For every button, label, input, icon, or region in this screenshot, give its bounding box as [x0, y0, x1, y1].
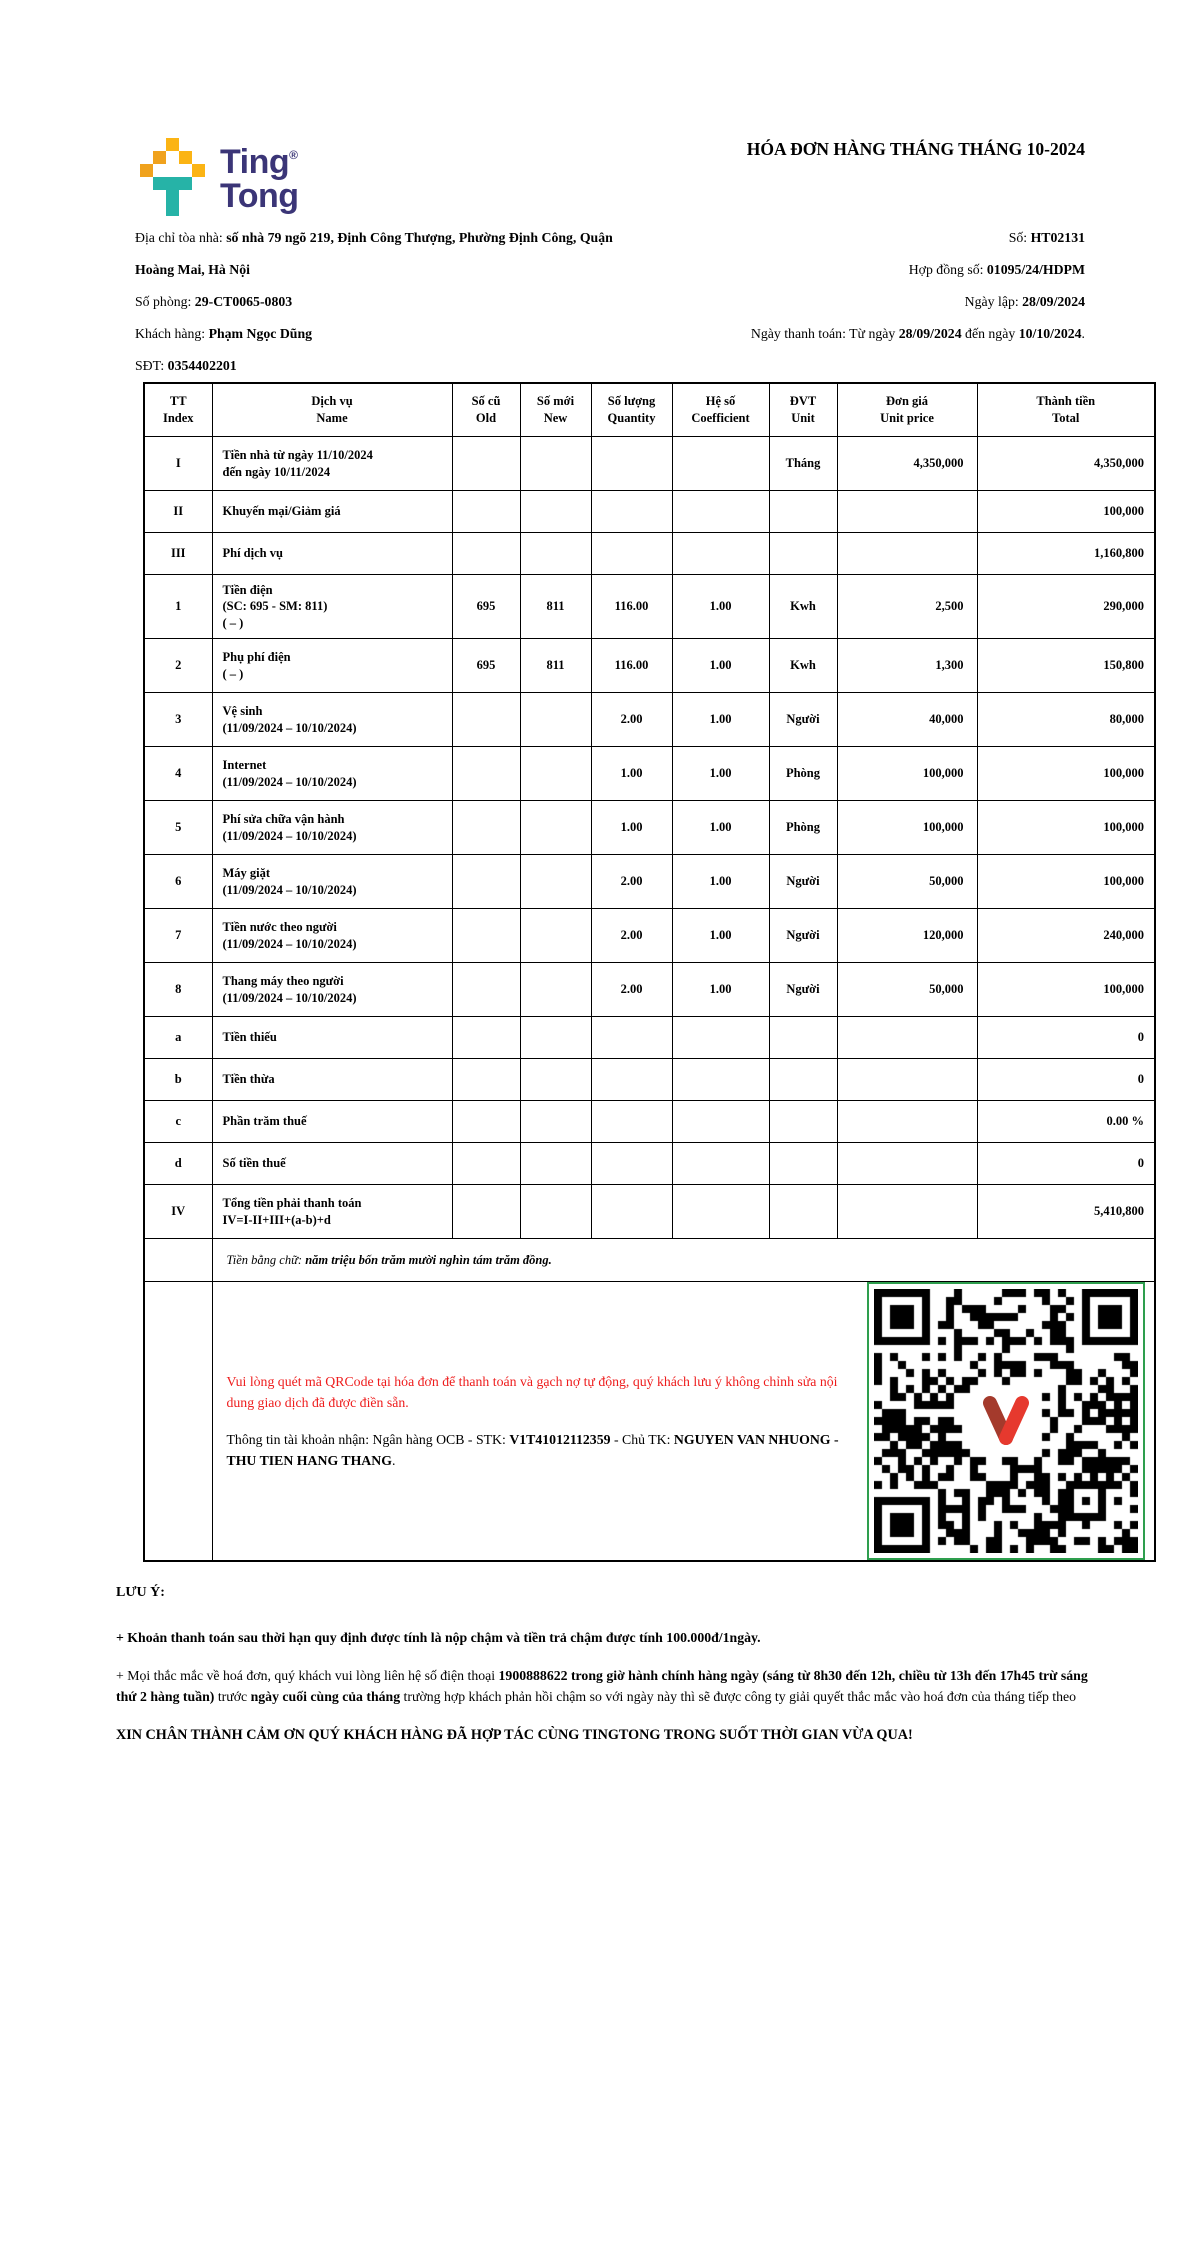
- cell-service-name: Máy giặt (11/09/2024 – 10/10/2024): [212, 855, 452, 909]
- info-line-right: Ngày lập: 28/09/2024: [964, 294, 1085, 309]
- cell-old: [452, 1017, 520, 1059]
- cell-index: I: [144, 437, 212, 491]
- cell-price: [837, 1185, 977, 1239]
- cell-service-name: Tổng tiền phải thanh toán IV=I-II+III+(a-b)+d: [212, 1185, 452, 1239]
- cell-service-name: Tiền nước theo người (11/09/2024 – 10/10/2024): [212, 909, 452, 963]
- cell-unit: Tháng: [769, 437, 837, 491]
- payment-qr-code: [867, 1282, 1145, 1560]
- info-line-left: Khách hàng: Phạm Ngọc Dũng: [135, 326, 313, 341]
- cell-price: 4,350,000: [837, 437, 977, 491]
- column-header: Thành tiền Total: [977, 383, 1155, 437]
- cell-old: [452, 747, 520, 801]
- brand-wordmark: [220, 138, 299, 213]
- table-row-b: [144, 1059, 1155, 1101]
- info-line-right: Số: HT02131: [1008, 230, 1085, 245]
- column-header: Hệ số Coefficient: [672, 383, 769, 437]
- info-line-left: Số phòng: 29-CT0065-0803: [135, 294, 293, 309]
- logo-pixel: [166, 190, 179, 216]
- amount-in-words-row: [144, 1239, 1155, 1282]
- cell-total: 0.00 %: [977, 1101, 1155, 1143]
- cell-qty: 2.00: [591, 909, 672, 963]
- cell-index: 2: [144, 639, 212, 693]
- cell-coef: [672, 533, 769, 575]
- cell-qty: [591, 1143, 672, 1185]
- invoice-table: [143, 382, 1156, 1562]
- column-header: Đơn giá Unit price: [837, 383, 977, 437]
- table-row-5: [144, 801, 1155, 855]
- logo-pixel: [166, 138, 179, 151]
- table-row-2: [144, 639, 1155, 693]
- cell-service-name: Thang máy theo người (11/09/2024 – 10/10/2024): [212, 963, 452, 1017]
- cell-unit: [769, 491, 837, 533]
- cell-old: [452, 909, 520, 963]
- cell-unit: Người: [769, 855, 837, 909]
- invoice-info: [135, 222, 1085, 382]
- cell-coef: [672, 491, 769, 533]
- cell-index: 1: [144, 575, 212, 639]
- cell-coef: 1.00: [672, 575, 769, 639]
- cell-total: 0: [977, 1017, 1155, 1059]
- cell-total: 100,000: [977, 801, 1155, 855]
- cell-total: 4,350,000: [977, 437, 1155, 491]
- cell-unit: Phòng: [769, 747, 837, 801]
- cell-index: b: [144, 1059, 212, 1101]
- cell-unit: Người: [769, 963, 837, 1017]
- logo-pixel: [140, 164, 153, 177]
- cell-total: 290,000: [977, 575, 1155, 639]
- column-header: Số lượng Quantity: [591, 383, 672, 437]
- cell-unit: [769, 533, 837, 575]
- cell-price: [837, 1059, 977, 1101]
- cell-coef: 1.00: [672, 909, 769, 963]
- cell-price: [837, 1101, 977, 1143]
- cell-price: [837, 533, 977, 575]
- cell-old: [452, 855, 520, 909]
- cell-total: 240,000: [977, 909, 1155, 963]
- cell-total: 150,800: [977, 639, 1155, 693]
- cell-service-name: Khuyến mại/Giảm giá: [212, 491, 452, 533]
- cell-service-name: Tiền thừa: [212, 1059, 452, 1101]
- logo-pixel: [179, 151, 192, 164]
- cell-price: 50,000: [837, 963, 977, 1017]
- cell-price: 120,000: [837, 909, 977, 963]
- cell-index: 6: [144, 855, 212, 909]
- cell-coef: 1.00: [672, 855, 769, 909]
- tingtong-logo: [140, 138, 299, 216]
- table-row-II: [144, 491, 1155, 533]
- cell-coef: 1.00: [672, 963, 769, 1017]
- cell-service-name: Phí sửa chữa vận hành (11/09/2024 – 10/10/2024): [212, 801, 452, 855]
- cell-new: [520, 747, 591, 801]
- cell-total: 100,000: [977, 747, 1155, 801]
- table-row-III: [144, 533, 1155, 575]
- cell-total: 0: [977, 1143, 1155, 1185]
- cell-old: 695: [452, 575, 520, 639]
- cell-service-name: Tiền nhà từ ngày 11/10/2024 đến ngày 10/11/2024: [212, 437, 452, 491]
- cell-new: [520, 1017, 591, 1059]
- note-paragraph: + Khoản thanh toán sau thời hạn quy định được tính là nộp chậm và tiền trả chậm được tính 100.000đ/1ngày.: [116, 1630, 761, 1645]
- empty-cell: [144, 1282, 212, 1562]
- cell-old: [452, 1101, 520, 1143]
- cell-index: 3: [144, 693, 212, 747]
- cell-index: 7: [144, 909, 212, 963]
- cell-qty: [591, 533, 672, 575]
- logo-pixel: [153, 151, 166, 164]
- cell-price: 50,000: [837, 855, 977, 909]
- brand-line1: Ting: [220, 143, 290, 181]
- cell-total: 100,000: [977, 855, 1155, 909]
- cell-old: [452, 963, 520, 1017]
- building-customer-info: [135, 222, 615, 382]
- cell-new: [520, 533, 591, 575]
- cell-new: [520, 801, 591, 855]
- cell-qty: 116.00: [591, 575, 672, 639]
- cell-unit: [769, 1185, 837, 1239]
- cell-unit: Kwh: [769, 575, 837, 639]
- cell-old: [452, 491, 520, 533]
- cell-old: [452, 1059, 520, 1101]
- cell-old: [452, 1185, 520, 1239]
- notes-heading: LƯU Ý:: [116, 1585, 165, 1600]
- cell-qty: 1.00: [591, 747, 672, 801]
- cell-unit: [769, 1101, 837, 1143]
- table-row-c: [144, 1101, 1155, 1143]
- logo-pixel: [153, 177, 192, 190]
- tingtong-logo-icon: [140, 138, 205, 216]
- cell-price: [837, 1143, 977, 1185]
- table-header-row: [144, 383, 1155, 437]
- cell-old: [452, 437, 520, 491]
- cell-service-name: Tiền thiếu: [212, 1017, 452, 1059]
- cell-price: 1,300: [837, 639, 977, 693]
- table-row-8: [144, 963, 1155, 1017]
- cell-coef: 1.00: [672, 639, 769, 693]
- cell-total: 0: [977, 1059, 1155, 1101]
- cell-old: [452, 693, 520, 747]
- table-row-7: [144, 909, 1155, 963]
- cell-unit: [769, 1059, 837, 1101]
- cell-unit: Phòng: [769, 801, 837, 855]
- amount-in-words: [212, 1239, 1155, 1282]
- table-row-IV: [144, 1185, 1155, 1239]
- note-paragraph: XIN CHÂN THÀNH CẢM ƠN QUÝ KHÁCH HÀNG ĐÃ HỢP TÁC CÙNG TINGTONG TRONG SUỐT THỜI GIAN VỪA QUA!: [116, 1727, 913, 1743]
- payment-instructions: [213, 1371, 868, 1471]
- cell-total: 80,000: [977, 693, 1155, 747]
- cell-new: [520, 491, 591, 533]
- cell-qty: 116.00: [591, 639, 672, 693]
- cell-index: 5: [144, 801, 212, 855]
- cell-qty: 2.00: [591, 855, 672, 909]
- cell-qty: [591, 1101, 672, 1143]
- cell-index: 4: [144, 747, 212, 801]
- cell-coef: [672, 1017, 769, 1059]
- cell-new: 811: [520, 639, 591, 693]
- info-line-left: SĐT: 0354402201: [135, 358, 237, 373]
- empty-cell: [144, 1239, 212, 1282]
- cell-new: [520, 1143, 591, 1185]
- cell-qty: [591, 437, 672, 491]
- table-row-1: [144, 575, 1155, 639]
- cell-total: 100,000: [977, 491, 1155, 533]
- cell-qty: [591, 1059, 672, 1101]
- cell-coef: [672, 1059, 769, 1101]
- cell-index: d: [144, 1143, 212, 1185]
- vietqr-v-icon: [973, 1388, 1039, 1454]
- cell-coef: [672, 1143, 769, 1185]
- cell-unit: Kwh: [769, 639, 837, 693]
- cell-coef: 1.00: [672, 747, 769, 801]
- note-paragraph: + Mọi thắc mắc về hoá đơn, quý khách vui lòng liên hệ số điện thoại 1900888622 trong giờ hành chính hàng ngày (sáng từ 8h30 đến 12h, chiều từ 13h đến 17h45 trừ sáng thứ 2 hàng tuần) trước ngày cuối cùng của tháng trường hợp khách phản hồi chậm so với ngày này thì sẽ được công ty giải quyết thắc mắc vào hoá đơn của tháng tiếp theo: [116, 1668, 1088, 1704]
- cell-coef: 1.00: [672, 801, 769, 855]
- cell-price: 100,000: [837, 747, 977, 801]
- info-line-right: Ngày thanh toán: Từ ngày 28/09/2024 đến ngày 10/10/2024.: [750, 326, 1085, 341]
- cell-qty: [591, 491, 672, 533]
- cell-total: 5,410,800: [977, 1185, 1155, 1239]
- info-line-left: Địa chỉ tòa nhà: số nhà 79 ngõ 219, Định Công Thượng, Phường Định Công, Quận Hoàng Mai, Hà Nội: [135, 230, 613, 277]
- cell-price: [837, 491, 977, 533]
- payment-cell: [212, 1282, 1155, 1562]
- cell-qty: [591, 1017, 672, 1059]
- cell-new: 811: [520, 575, 591, 639]
- cell-unit: [769, 1143, 837, 1185]
- cell-index: II: [144, 491, 212, 533]
- cell-service-name: Số tiền thuế: [212, 1143, 452, 1185]
- cell-new: [520, 909, 591, 963]
- cell-qty: 2.00: [591, 963, 672, 1017]
- cell-new: [520, 1185, 591, 1239]
- cell-old: [452, 801, 520, 855]
- cell-service-name: Phần trăm thuế: [212, 1101, 452, 1143]
- cell-total: 100,000: [977, 963, 1155, 1017]
- table-row-a: [144, 1017, 1155, 1059]
- cell-new: [520, 693, 591, 747]
- cell-price: 2,500: [837, 575, 977, 639]
- cell-old: [452, 533, 520, 575]
- cell-service-name: Vệ sinh (11/09/2024 – 10/10/2024): [212, 693, 452, 747]
- cell-index: 8: [144, 963, 212, 1017]
- column-header: Dịch vụ Name: [212, 383, 452, 437]
- cell-old: 695: [452, 639, 520, 693]
- cell-index: IV: [144, 1185, 212, 1239]
- column-header: ĐVT Unit: [769, 383, 837, 437]
- payment-row: [144, 1282, 1155, 1562]
- qr-warning-text: Vui lòng quét mã QRCode tại hóa đơn để thanh toán và gạch nợ tự động, quý khách lưu ý không chỉnh sửa nội dung giao dịch đã được điền sẵn.: [226, 1374, 838, 1410]
- cell-new: [520, 1059, 591, 1101]
- cell-qty: [591, 1185, 672, 1239]
- cell-coef: [672, 437, 769, 491]
- cell-service-name: Internet (11/09/2024 – 10/10/2024): [212, 747, 452, 801]
- cell-unit: Người: [769, 693, 837, 747]
- cell-new: [520, 855, 591, 909]
- cell-coef: [672, 1101, 769, 1143]
- cell-price: 100,000: [837, 801, 977, 855]
- cell-price: [837, 1017, 977, 1059]
- table-row-I: [144, 437, 1155, 491]
- cell-index: a: [144, 1017, 212, 1059]
- cell-qty: 1.00: [591, 801, 672, 855]
- cell-service-name: Phụ phí điện ( – ): [212, 639, 452, 693]
- cell-coef: [672, 1185, 769, 1239]
- cell-unit: Người: [769, 909, 837, 963]
- table-row-3: [144, 693, 1155, 747]
- cell-index: c: [144, 1101, 212, 1143]
- amount-in-words-label: Tiền bằng chữ:: [226, 1252, 306, 1267]
- cell-coef: 1.00: [672, 693, 769, 747]
- column-header: Số mới New: [520, 383, 591, 437]
- invoice-meta-info: [615, 222, 1085, 382]
- brand-line2: Tong: [220, 177, 299, 215]
- cell-service-name: Phí dịch vụ: [212, 533, 452, 575]
- info-line-right: Hợp đồng số: 01095/24/HDPM: [908, 262, 1085, 277]
- amount-in-words-value: năm triệu bốn trăm mười nghìn tám trăm đồng.: [305, 1252, 552, 1267]
- cell-qty: 2.00: [591, 693, 672, 747]
- notes-list: [116, 1627, 1088, 1746]
- cell-new: [520, 1101, 591, 1143]
- column-header: Số cũ Old: [452, 383, 520, 437]
- table-row-6: [144, 855, 1155, 909]
- cell-service-name: Tiền điện (SC: 695 - SM: 811) ( – ): [212, 575, 452, 639]
- cell-old: [452, 1143, 520, 1185]
- footer-notes: [116, 1582, 1088, 1763]
- registered-mark: ®: [289, 148, 298, 162]
- cell-new: [520, 437, 591, 491]
- column-header: TT Index: [144, 383, 212, 437]
- table-row-d: [144, 1143, 1155, 1185]
- page-title: HÓA ĐƠN HÀNG THÁNG THÁNG 10-2024: [746, 139, 1085, 159]
- cell-total: 1,160,800: [977, 533, 1155, 575]
- cell-new: [520, 963, 591, 1017]
- cell-price: 40,000: [837, 693, 977, 747]
- cell-index: III: [144, 533, 212, 575]
- cell-unit: [769, 1017, 837, 1059]
- logo-pixel: [192, 164, 205, 177]
- table-row-4: [144, 747, 1155, 801]
- bank-account-text: Thông tin tài khoản nhận: Ngân hàng OCB - STK: V1T41012112359 - Chủ TK: NGUYEN VAN NHUONG - THU TIEN HANG THANG.: [226, 1432, 839, 1468]
